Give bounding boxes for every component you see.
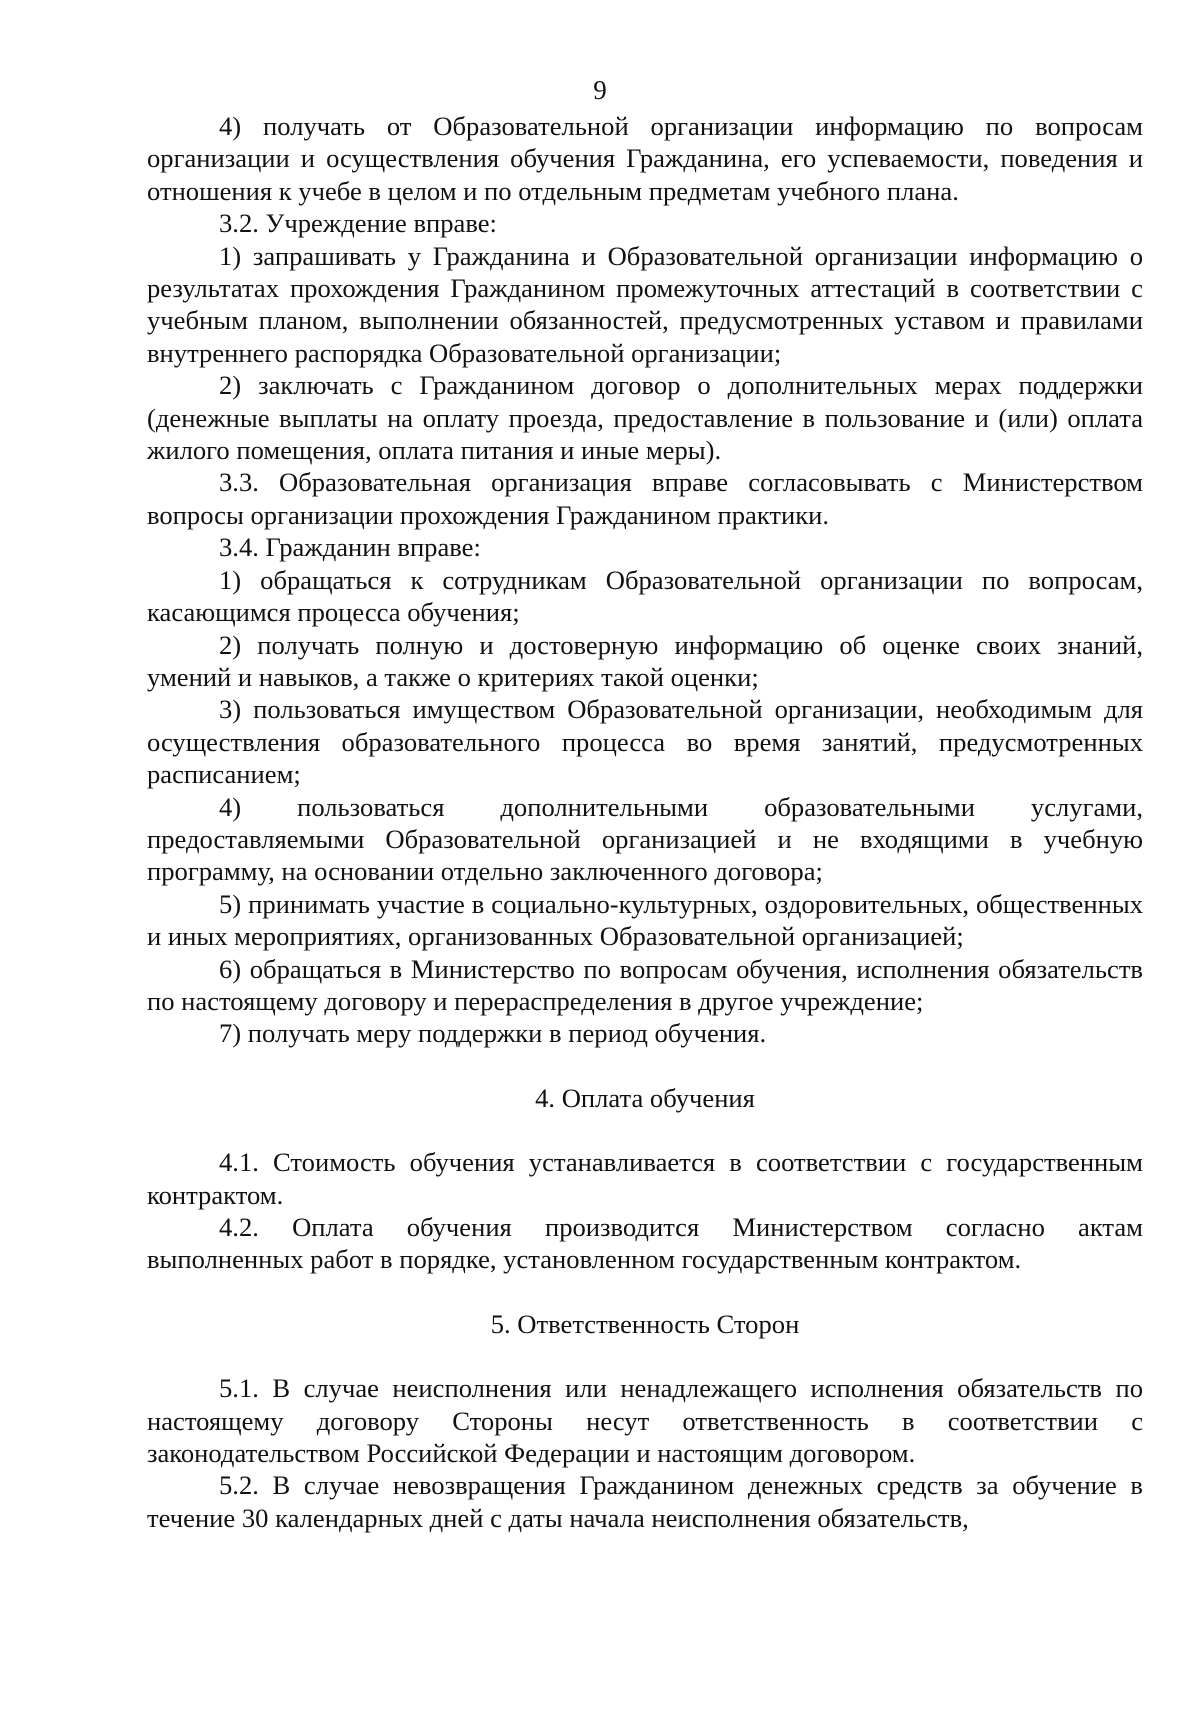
- paragraph: 1) обращаться к сотрудникам Образовательной организации по вопросам, касающимся процесса обучения;: [147, 564, 1143, 628]
- paragraph: 5.1. В случае неисполнения или ненадлежащего исполнения обязательств по настоящему договору Стороны несут ответственность в соответствии с законодательством Российской Федерации и настоящим договором.: [147, 1373, 1143, 1469]
- paragraph: 3) пользоваться имуществом Образовательной организации, необходимым для осуществления образовательного процесса во время занятий, предусмотренных расписанием;: [147, 694, 1143, 790]
- paragraph: 4.2. Оплата обучения производится Министерством согласно актам выполненных работ в порядке, установленном государственным контрактом.: [147, 1212, 1143, 1275]
- paragraph: 7) получать меру поддержки в период обучения.: [219, 1018, 767, 1049]
- paragraph: 5.2. В случае невозвращения Гражданином денежных средств за обучение в течение 30 календарных дней с даты начала неисполнения обязательств,: [147, 1470, 1143, 1533]
- paragraph: 4.1. Стоимость обучения устанавливается в соответствии с государственным контрактом.: [147, 1147, 1143, 1210]
- page-number: 9: [593, 75, 607, 105]
- paragraph: 2) получать полную и достоверную информацию об оценке своих знаний, умений и навыков, а также о критериях такой оценки;: [147, 629, 1143, 692]
- paragraph: 4) получать от Образовательной организации информацию по вопросам организации и осуществления обучения Гражданина, его успеваемости, поведения и отношения к учебе в целом и по отдельным предметам учебного плана.: [147, 111, 1143, 206]
- paragraph: 2) заключать с Гражданином договор о дополнительных мерах поддержки (денежные выплаты на оплату проезда, предоставление в пользование и (или) оплата жилого помещения, оплата питания и иные меры).: [147, 370, 1143, 466]
- paragraph: 4) пользоваться дополнительными образовательными услугами, предоставляемыми Образовательной организацией и не входящими в учебную программу, на основании отдельно заключенного договора;: [147, 791, 1143, 887]
- paragraph: 3.4. Гражданин вправе:: [219, 532, 481, 563]
- paragraph: 6) обращаться в Министерство по вопросам обучения, исполнения обязательств по настоящему договору и перераспределения в другое учреждение;: [147, 953, 1143, 1016]
- paragraph: 3.2. Учреждение вправе:: [219, 208, 497, 239]
- paragraph: 3.3. Образовательная организация вправе согласовывать с Министерством вопросы организации прохождения Гражданином практики.: [147, 467, 1143, 530]
- document-body: [147, 110, 1143, 1534]
- paragraph: 5) принимать участие в социально-культурных, оздоровительных, общественных и иных мероприятиях, организованных Образовательной организацией;: [147, 888, 1143, 952]
- paragraph: 1) запрашивать у Гражданина и Образовательной организации информацию о результатах прохождения Гражданином промежуточных аттестаций в соответствии с учебным планом, выполнении обязанностей, предусмотренных уставом и правилами внутреннего распорядка Образовательной организации;: [147, 240, 1143, 368]
- section-heading-responsibility: 5. Ответственность Сторон: [490, 1308, 800, 1339]
- section-heading-payment: 4. Оплата обучения: [535, 1082, 755, 1113]
